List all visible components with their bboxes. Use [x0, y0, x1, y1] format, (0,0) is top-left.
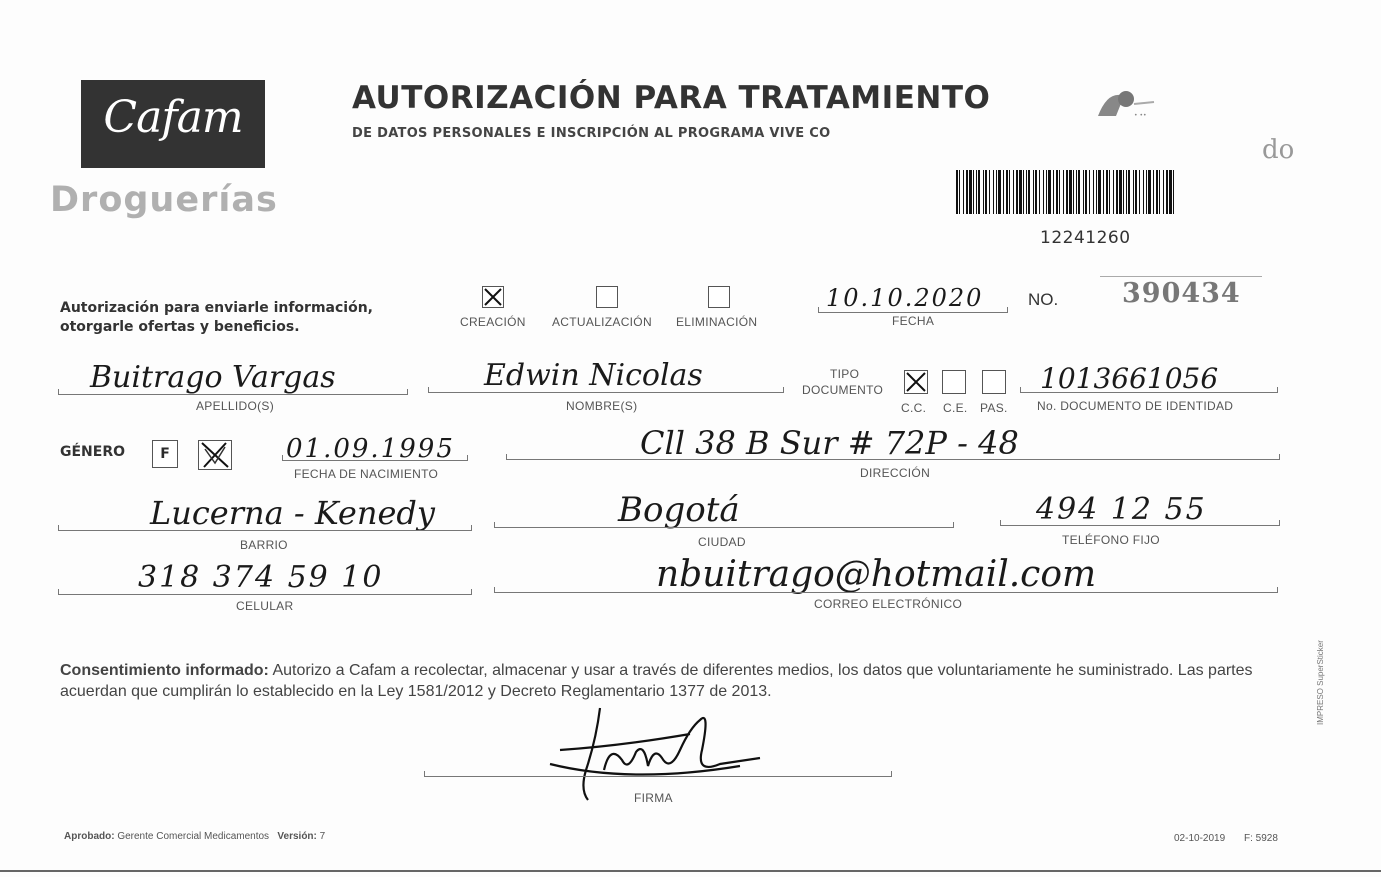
barcode-bar	[1035, 170, 1037, 214]
actualizacion-label: ACTUALIZACIÓN	[552, 315, 652, 329]
emblem-icon	[1094, 86, 1158, 120]
barcode-bar	[1173, 170, 1174, 214]
barcode-bar	[1016, 170, 1018, 214]
barcode-bar	[1019, 170, 1022, 214]
eliminacion-checkbox[interactable]	[708, 286, 730, 308]
correo-label: CORREO ELECTRÓNICO	[814, 597, 963, 611]
barcode-bar	[1066, 170, 1068, 214]
barcode-bar	[1113, 170, 1114, 214]
barcode-bar	[1153, 170, 1154, 214]
checkmark-x-icon	[483, 287, 503, 307]
version-label: Versión:	[277, 831, 317, 842]
footer-date-code: 02-10-2019	[1174, 833, 1226, 844]
barcode-bar	[985, 170, 987, 214]
barcode-bar	[1013, 170, 1014, 214]
barcode-bar	[1056, 170, 1058, 214]
telefono-value[interactable]: 494 12 55	[1036, 492, 1207, 527]
barcode-number: 12241260	[1040, 228, 1131, 248]
barcode-bar	[1093, 170, 1094, 214]
barcode-bar	[1119, 170, 1122, 214]
nacimiento-line	[282, 460, 468, 461]
correo-line	[494, 592, 1278, 593]
barcode-bar	[1069, 170, 1072, 214]
creacion-label: CREACIÓN	[460, 315, 526, 329]
pas-checkbox[interactable]	[982, 370, 1006, 394]
celular-label: CELULAR	[236, 599, 294, 613]
barcode-bar	[1109, 170, 1110, 214]
footer-form-code: F: 5928	[1244, 833, 1278, 844]
creacion-checkbox[interactable]	[482, 286, 504, 308]
barcode-bar	[1159, 170, 1160, 214]
barcode-bar	[998, 170, 1001, 214]
barcode-bar	[1096, 170, 1097, 214]
form-number: 390434	[1122, 278, 1241, 309]
actualizacion-checkbox[interactable]	[596, 286, 618, 308]
form-subtitle: DE DATOS PERSONALES E INSCRIPCIÓN AL PROGRAMA VIVE CO	[352, 126, 831, 141]
form-title: AUTORIZACIÓN PARA TRATAMIENTO	[352, 80, 991, 116]
tipo-label-1: TIPO	[830, 367, 860, 381]
barcode-bar	[989, 170, 990, 214]
celular-value[interactable]: 318 374 59 10	[138, 560, 384, 595]
barcode-bar	[1059, 170, 1060, 214]
ce-label: C.E.	[943, 401, 968, 415]
svg-text:• ••: • ••	[1134, 112, 1147, 119]
barcode-bar	[1139, 170, 1140, 214]
barcode-bar	[1085, 170, 1087, 214]
barcode-bar	[1053, 170, 1054, 214]
footer-approval	[64, 831, 325, 842]
ciudad-line	[494, 527, 954, 528]
telefono-line	[1000, 525, 1280, 526]
barcode-bar	[978, 170, 980, 214]
barcode-bar	[1143, 170, 1144, 214]
nacimiento-value[interactable]: 01.09.1995	[286, 434, 455, 464]
barcode-bar	[1073, 170, 1074, 214]
barcode-bar	[1098, 170, 1101, 214]
barcode-bar	[1039, 170, 1040, 214]
ciudad-label: CIUDAD	[698, 535, 746, 549]
barcode-bar	[966, 170, 968, 214]
barcode-bar	[1146, 170, 1147, 214]
celular-line	[58, 594, 472, 595]
barcode-bar	[963, 170, 964, 214]
version-value: 7	[319, 831, 326, 842]
number-label: NO.	[1028, 290, 1059, 309]
barcode-bar	[1063, 170, 1064, 214]
apellidos-line	[58, 394, 408, 395]
direccion-value[interactable]: Cll 38 B Sur # 72P - 48	[640, 424, 1019, 462]
authorization-label-2: otorgarle ofertas y beneficios.	[60, 319, 300, 335]
nombres-line	[428, 392, 784, 393]
checkmark-x-icon	[199, 441, 231, 469]
clipped-text-fragment: do	[1262, 135, 1295, 165]
tipo-label-2: DOCUMENTO	[802, 383, 884, 397]
barcode-bar	[1009, 170, 1010, 214]
cc-label: C.C.	[901, 401, 927, 415]
barcode-bar	[1043, 170, 1044, 214]
aprobado-value: Gerente Comercial Medicamentos	[117, 831, 270, 842]
barcode-bar	[1126, 170, 1127, 214]
fecha-label: FECHA	[892, 314, 935, 328]
signature-label: FIRMA	[634, 791, 673, 805]
direccion-line	[506, 459, 1280, 460]
barcode-bar	[1028, 170, 1030, 214]
ce-checkbox[interactable]	[942, 370, 966, 394]
genero-m-checkbox[interactable]	[198, 440, 232, 470]
barcode-bar	[1135, 170, 1137, 214]
nacimiento-label: FECHA DE NACIMIENTO	[294, 467, 439, 481]
barcode-bar	[1123, 170, 1124, 214]
cc-checkbox[interactable]	[904, 370, 928, 394]
cafam-logo: Cafam	[103, 92, 243, 143]
barrio-line	[58, 530, 472, 531]
correo-value[interactable]: nbuitrago@hotmail.com	[656, 554, 1097, 595]
nombres-label: NOMBRE(S)	[566, 399, 638, 413]
barcode-bar	[1116, 170, 1118, 214]
barcode-bar	[1169, 170, 1172, 214]
barcode-bar	[1033, 170, 1034, 214]
barcode-bar	[993, 170, 994, 214]
documento-line	[1020, 392, 1278, 393]
telefono-label: TELÉFONO FIJO	[1062, 533, 1160, 547]
number-rule	[1100, 276, 1262, 277]
barcode-bar	[1006, 170, 1008, 214]
barcode-bar	[1048, 170, 1051, 214]
barcode-bar	[1023, 170, 1024, 214]
barcode-bar	[976, 170, 977, 214]
barcode-bar	[1026, 170, 1027, 214]
barcode-bar	[1103, 170, 1104, 214]
barcode-bar	[1128, 170, 1130, 214]
brand-subtitle: Droguerías	[50, 180, 278, 220]
genero-f-checkbox[interactable]: F	[152, 440, 178, 468]
bottom-edge	[0, 870, 1381, 872]
barrio-label: BARRIO	[240, 538, 288, 552]
barcode-bar	[1083, 170, 1084, 214]
fecha-line	[818, 312, 1008, 313]
consent-paragraph	[60, 660, 1280, 702]
barcode-bar	[969, 170, 972, 214]
barcode-bar	[1133, 170, 1134, 214]
barcode-bar	[1156, 170, 1158, 214]
barcode-bar	[959, 170, 960, 214]
printer-vertical-text: IMPRESO SuperSticker	[1316, 640, 1325, 725]
signature-line	[424, 776, 892, 777]
ciudad-value[interactable]: Bogotá	[618, 490, 740, 530]
consent-text: Autorizo a Cafam a recolectar, almacenar y usar a través de diferentes medios, los datos que voluntariamente he suministrado. Las partes acuerdan que cumplirán lo establecido en la Ley 1581/2012 y Decreto Reglamentario 1377 de 2013.	[60, 662, 1253, 700]
barcode-bar	[1046, 170, 1047, 214]
barcode-bar	[983, 170, 984, 214]
barcode-bar	[956, 170, 958, 214]
consent-bold: Consentimiento informado:	[60, 662, 269, 679]
documento-value[interactable]: 1013661056	[1040, 362, 1219, 395]
barcode-bar	[1076, 170, 1077, 214]
barcode-bar	[1089, 170, 1090, 214]
checkmark-x-icon	[905, 371, 927, 393]
barcode-bar	[996, 170, 997, 214]
barcode-bar	[1078, 170, 1080, 214]
fecha-value[interactable]: 10.10.2020	[826, 284, 984, 312]
documento-label: No. DOCUMENTO DE IDENTIDAD	[1037, 399, 1234, 413]
apellidos-value[interactable]: Buitrago Vargas	[90, 360, 336, 395]
barcode-bar	[1166, 170, 1168, 214]
barcode-bar	[1106, 170, 1108, 214]
pas-label: PAS.	[980, 401, 1008, 415]
eliminacion-label: ELIMINACIÓN	[676, 315, 758, 329]
barcode-bar	[973, 170, 974, 214]
direccion-label: DIRECCIÓN	[860, 466, 931, 480]
barcode	[956, 170, 1178, 214]
genero-label: GÉNERO	[60, 444, 126, 460]
nombres-value[interactable]: Edwin Nicolas	[484, 358, 703, 393]
authorization-label-1: Autorización para enviarle información,	[60, 300, 373, 316]
apellidos-label: APELLIDO(S)	[196, 399, 274, 413]
barcode-bar	[1148, 170, 1151, 214]
barcode-bar	[1003, 170, 1004, 214]
aprobado-label: Aprobado:	[64, 831, 115, 842]
barrio-value[interactable]: Lucerna - Kenedy	[150, 494, 435, 532]
barcode-bar	[1163, 170, 1164, 214]
